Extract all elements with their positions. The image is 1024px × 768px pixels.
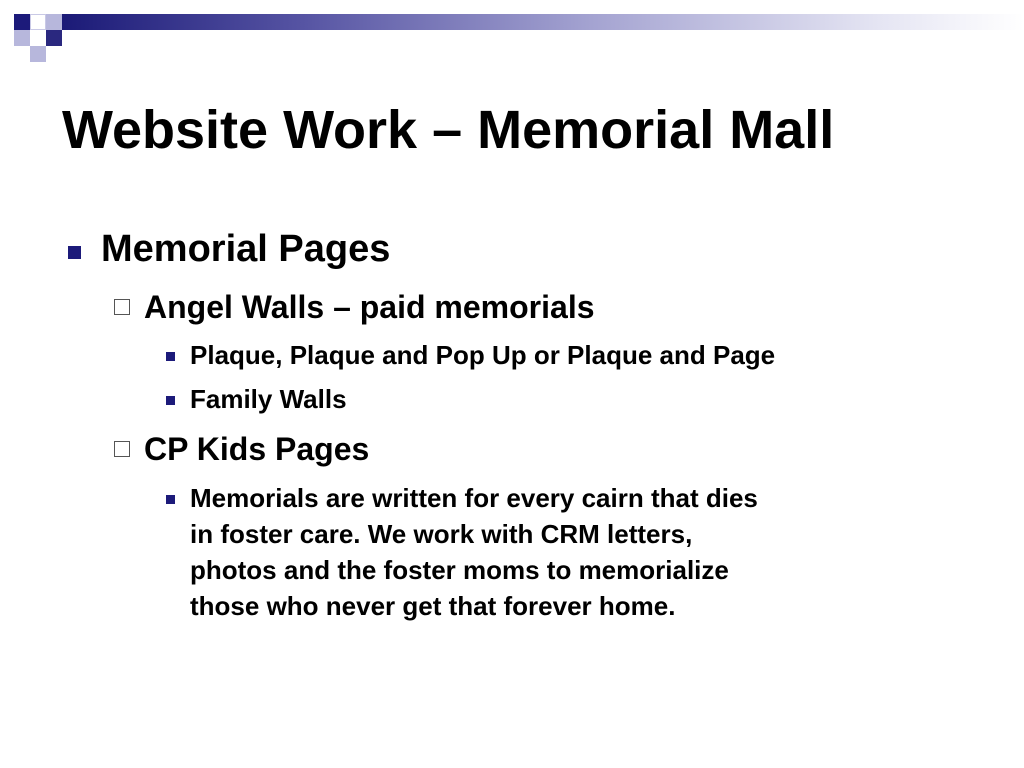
bullet-text: Plaque, Plaque and Pop Up or Plaque and Page (190, 340, 776, 370)
text-line: those who never get that forever home. (190, 591, 676, 621)
hollow-square-bullet-icon (114, 441, 130, 457)
small-filled-square-bullet-icon (166, 396, 175, 405)
decor-square (46, 30, 62, 46)
decor-square (30, 46, 46, 62)
decor-square (14, 30, 30, 46)
text-line: photos and the foster moms to memorialize (190, 555, 729, 585)
bullet-text: Memorial Pages (101, 228, 391, 270)
bullet-text: Family Walls (190, 384, 347, 414)
bullet-text (190, 480, 990, 624)
text-line: Memorials are written for every cairn that dies (190, 483, 758, 513)
text-line: in foster care. We work with CRM letters, (190, 519, 693, 549)
bullet-text: CP Kids Pages (144, 431, 370, 467)
small-filled-square-bullet-icon (166, 352, 175, 361)
decor-square (30, 14, 46, 30)
decor-square (30, 30, 46, 46)
slide-title: Website Work – Memorial Mall (62, 100, 835, 160)
hollow-square-bullet-icon (114, 299, 130, 315)
decor-square (46, 14, 62, 30)
small-filled-square-bullet-icon (166, 495, 175, 504)
decor-square (14, 14, 30, 30)
header-gradient-bar (62, 14, 1024, 30)
filled-square-bullet-icon (68, 246, 81, 259)
bullet-text: Angel Walls – paid memorials (144, 289, 595, 325)
